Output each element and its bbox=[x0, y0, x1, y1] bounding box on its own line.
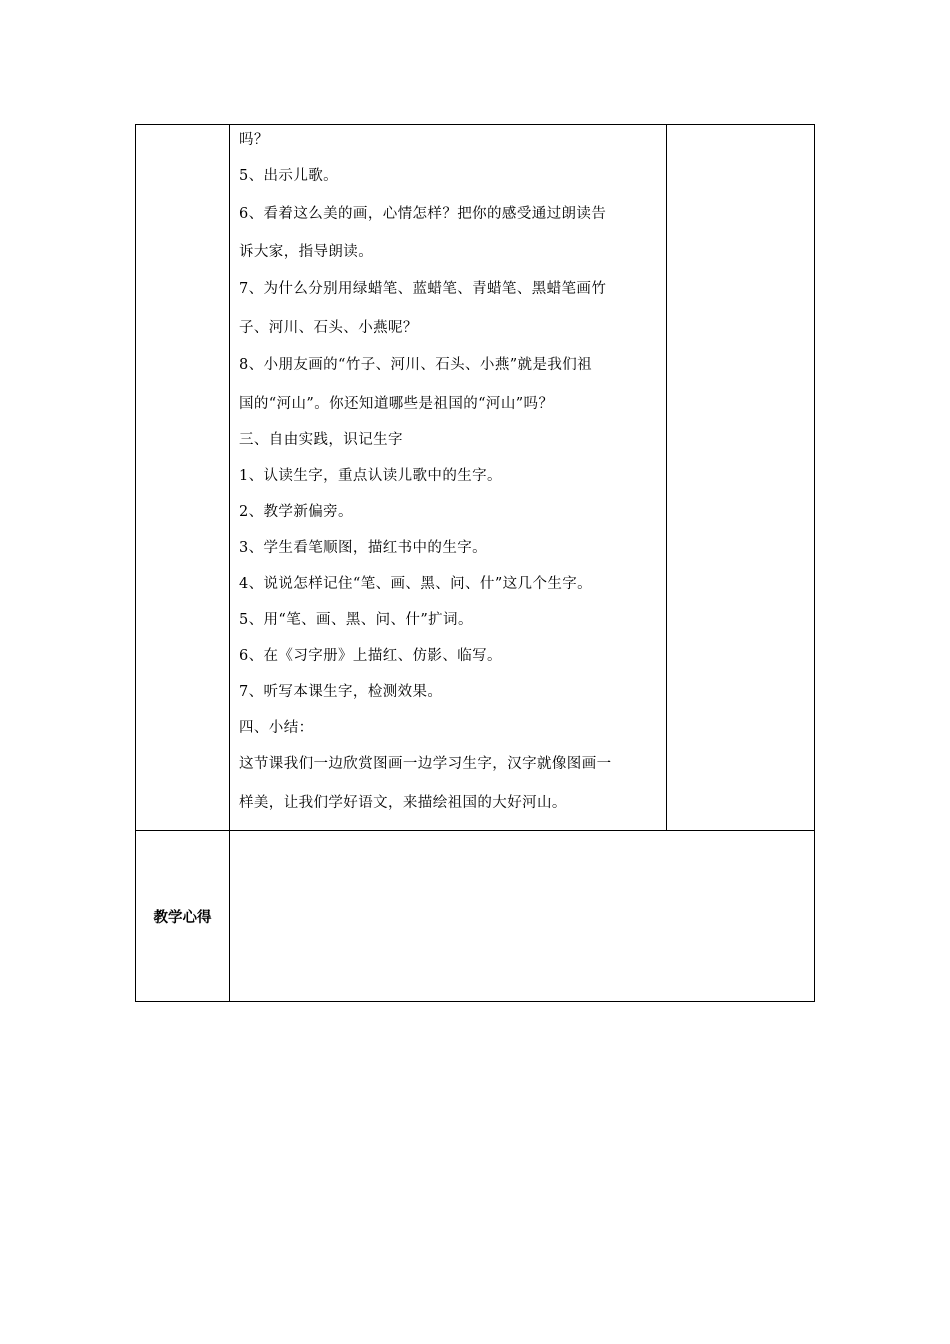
section-heading: 四、小结： bbox=[239, 720, 314, 736]
reflection-label: 教学心得 bbox=[153, 909, 212, 926]
lesson-line: 3、学生看笔顺图，描红书中的生字。 bbox=[239, 540, 488, 556]
lesson-line: 子、河川、石头、小燕呢？ bbox=[239, 320, 418, 336]
lesson-line: 6、在《习字册》上描红、仿影、临写。 bbox=[239, 648, 502, 664]
section-heading: 三、自由实践，识记生字 bbox=[239, 432, 403, 448]
lesson-line: 4、说说怎样记住“笔、画、黑、问、什”这几个生字。 bbox=[239, 576, 593, 592]
lesson-line: 5、出示儿歌。 bbox=[239, 168, 339, 184]
divider-left-column bbox=[229, 124, 230, 1002]
divider-row bbox=[135, 830, 815, 831]
lesson-line: 国的“河山”。你还知道哪些是祖国的“河山”吗？ bbox=[239, 396, 554, 412]
lesson-line: 6、看着这么美的画，心情怎样？把你的感受通过朗读告 bbox=[239, 206, 607, 222]
lesson-line: 吗？ bbox=[239, 132, 269, 148]
lesson-line: 8、小朋友画的“竹子、河川、石头、小燕”就是我们祖 bbox=[239, 357, 593, 373]
reflection-label-cell bbox=[136, 831, 229, 1001]
lesson-line: 样美，让我们学好语文，来描绘祖国的大好河山。 bbox=[239, 795, 567, 811]
divider-right-column bbox=[666, 124, 667, 831]
reflection-content-cell bbox=[240, 840, 805, 990]
lesson-line: 7、为什么分别用绿蜡笔、蓝蜡笔、青蜡笔、黑蜡笔画竹 bbox=[239, 281, 607, 297]
lesson-line: 诉大家，指导朗读。 bbox=[239, 244, 374, 260]
lesson-line: 7、听写本课生字，检测效果。 bbox=[239, 684, 443, 700]
lesson-line: 2、教学新偏旁。 bbox=[239, 504, 353, 520]
lesson-line: 这节课我们一边欣赏图画一边学习生字，汉字就像图画一 bbox=[239, 756, 612, 772]
lesson-line: 1、认读生字，重点认读儿歌中的生字。 bbox=[239, 468, 502, 484]
lesson-line: 5、用“笔、画、黑、问、什”扩词。 bbox=[239, 612, 473, 628]
